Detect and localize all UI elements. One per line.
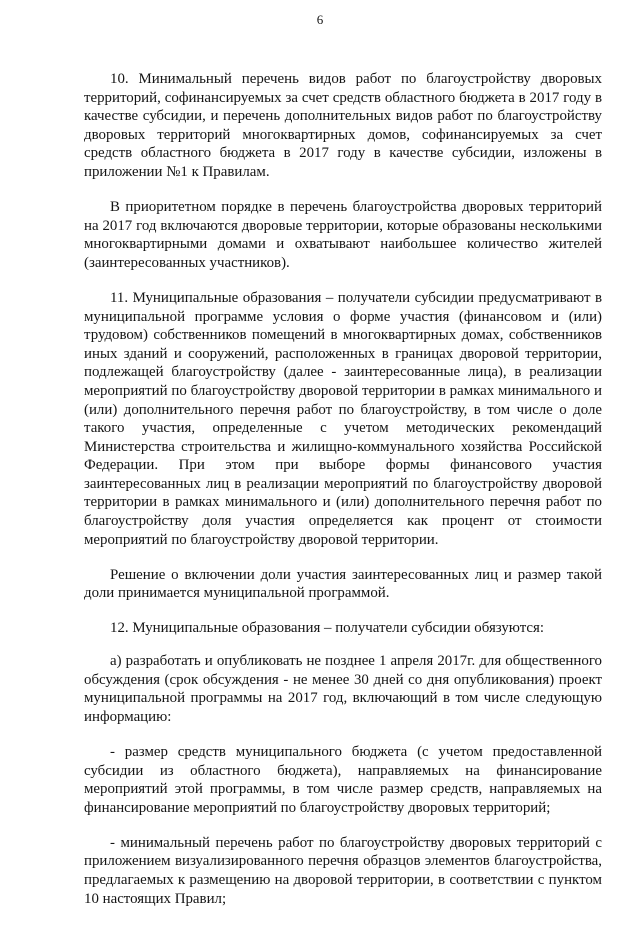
paragraph-10: 10. Минимальный перечень видов работ по благоустройству дворовых территорий, софинансируемых за счет средств областного бюджета в 2017 году в качестве субсидии, и перечень дополнительных видов работ по благоустройству дворовых территорий многоквартирных домов, софинансируемых за счет средств областного бюджета в 2017 году в качестве субсидии, изложены в приложении №1 к Правилам. — [84, 71, 602, 180]
paragraph-12: 12. Муниципальные образования – получатели субсидии обязуются: — [110, 620, 545, 637]
paragraph-share-decision: Решение о включении доли участия заинтересованных лиц и размер такой доли принимается муниципальной программой. — [84, 566, 602, 602]
paragraph-11: 11. Муниципальные образования – получатели субсидии предусматривают в муниципальной программе условия о форме участия (финансовом и (или) трудовом) собственников помещений в многоквартирных домах, собственников иных зданий и сооружений, расположенных в границах дворовой территории, подлежащей благоустройству (далее - заинтересованные лица), в реализации мероприятий по благоустройству дворовой территории в рамках минимального и (или) дополнительного перечня работ по благоустройству, в том числе о доле такого участия, определенные с учетом методических рекомендаций Министерства строительства и жилищно-коммунального хозяйства Российской Федерации. При этом при выборе формы финансового участия заинтересованных лиц в реализации мероприятий по благоустройству дворовой территории в рамках минимального и (или) дополнительного перечня работ по благоустройству доля участия определяется как процент от стоимости мероприятий по благоустройству дворовой территории. — [84, 289, 602, 548]
paragraph-12a: а) разработать и опубликовать не позднее 1 апреля 2017г. для общественного обсуждения (срок обсуждения - не менее 30 дней со дня опубликования) проект муниципальной программы на 2017 год, включающий в том числе следующую информацию: — [84, 653, 602, 725]
list-item-minimal-works: - минимальный перечень работ по благоустройству дворовых территорий с приложением визуализированного перечня образцов элементов благоустройства, предлагаемых к размещению на дворовой территории, в соответствии с пунктом 10 настоящих Правил; — [84, 834, 602, 907]
document-body — [84, 70, 602, 925]
paragraph-priority-order: В приоритетном порядке в перечень благоустройства дворовых территорий на 2017 год включаются дворовые территории, которые образованы несколькими многоквартирными домами и охватывают наибольшее количество жителей (заинтересованных участников). — [84, 199, 602, 271]
page-number: 6 — [316, 12, 324, 27]
list-item-budget-funds: - размер средств муниципального бюджета (с учетом предоставленной субсидии из областного бюджета), направляемых на финансирование мероприятий этой программы, в том числе размер средств, направляемых на финансирование мероприятий по благоустройству дворовых территорий; — [84, 743, 602, 816]
